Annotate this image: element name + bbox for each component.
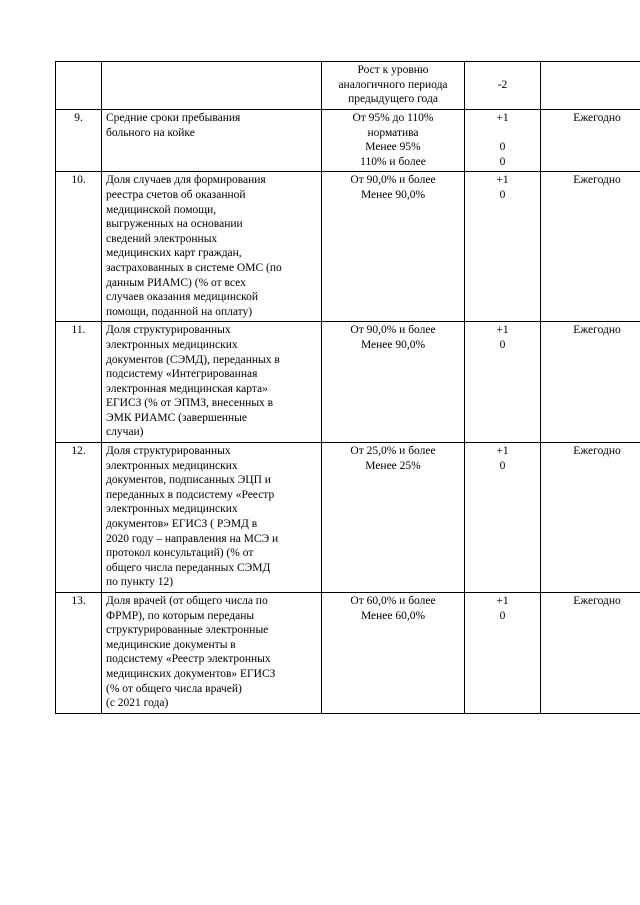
score-line: +1 — [496, 324, 509, 337]
period-cell: Ежегодно — [541, 593, 640, 714]
indicator-line: данным РИАМС) (% от всех — [106, 276, 246, 289]
indicator-line: подсистему «Реестр электронных — [106, 653, 271, 666]
indicator-line: (с 2021 года) — [106, 697, 169, 710]
score-line: 0 — [499, 188, 506, 201]
score-line: 0 — [499, 141, 506, 154]
criteria-line: От 90,0% и более — [350, 324, 436, 337]
indicator-line: протокол консультаций) (% от — [106, 547, 254, 560]
score-line: -2 — [497, 78, 508, 91]
indicator-line: документов» ЕГИСЗ ( РЭМД в — [106, 518, 258, 531]
indicator-line: Доля структурированных — [106, 324, 231, 337]
indicator-line: по пункту 12) — [106, 576, 174, 589]
score-line: 0 — [499, 155, 506, 168]
indicator-line: Доля структурированных — [106, 445, 231, 458]
indicator-line: случаи) — [106, 426, 144, 439]
criteria-line: От 95% до 110% — [352, 112, 434, 124]
indicator-line: случаев оказания медицинской — [106, 291, 258, 304]
indicator-line: выгруженных на основании — [106, 218, 243, 231]
indicator-line: медицинских карт граждан, — [106, 247, 242, 260]
row-number: 10. — [56, 172, 102, 322]
score-line: 0 — [499, 459, 506, 472]
criteria-cell — [322, 593, 465, 714]
indicator-name — [102, 62, 322, 110]
criteria-line: От 25,0% и более — [350, 445, 436, 458]
indicator-line: структурированные электронные — [106, 624, 269, 637]
indicator-line: ЭМК РИАМС (завершенные — [106, 411, 247, 424]
criteria-line: предыдущего года — [348, 93, 438, 106]
score-cell — [465, 593, 541, 714]
score-line: +1 — [496, 595, 509, 607]
indicator-line: Средние сроки пребывания — [106, 112, 241, 124]
indicator-name — [102, 172, 322, 322]
indicator-line: 2020 году – направления на МСЭ и — [106, 532, 279, 545]
criteria-cell — [322, 443, 465, 593]
score-cell — [465, 62, 541, 110]
score-line: +1 — [496, 445, 509, 458]
score-cell — [465, 443, 541, 593]
score-line: +1 — [496, 112, 509, 124]
table-row — [56, 322, 640, 443]
criteria-cell — [322, 172, 465, 322]
indicator-line: Доля врачей (от общего числа по — [106, 595, 268, 607]
indicator-line: медицинские документы в — [106, 638, 236, 651]
criteria-line: Менее 90,0% — [360, 338, 426, 351]
indicator-line: реестра счетов об оказанной — [106, 188, 246, 201]
indicator-name — [102, 443, 322, 593]
indicator-line: ЕГИСЗ (% от ЭПМЗ, внесенных в — [106, 397, 274, 410]
period-cell: Ежегодно — [541, 172, 640, 322]
criteria-line: норматива — [367, 126, 419, 139]
score-line — [469, 126, 536, 141]
score-line: 0 — [499, 609, 506, 622]
indicator-line: (% от общего числа врачей) — [106, 682, 242, 695]
criteria-line: От 90,0% и более — [350, 174, 436, 187]
period-cell — [541, 62, 640, 110]
indicator-line: документов, подписанных ЭЦП и — [106, 474, 271, 487]
indicator-line: ФРМР), по которым переданы — [106, 609, 255, 622]
indicator-name — [102, 110, 322, 172]
criteria-line: От 60,0% и более — [350, 595, 436, 607]
score-cell — [465, 322, 541, 443]
indicator-line: помощи, поданной на оплату) — [106, 305, 253, 318]
criteria-cell — [322, 110, 465, 172]
row-number: 13. — [56, 593, 102, 714]
indicator-name — [102, 593, 322, 714]
criteria-line: Менее 95% — [365, 141, 421, 154]
row-number: 11. — [56, 322, 102, 443]
indicator-line: Доля случаев для формирования — [106, 174, 266, 187]
score-line: +1 — [496, 174, 509, 187]
indicator-line: сведений электронных — [106, 232, 218, 245]
criteria-cell — [322, 62, 465, 110]
indicator-name — [102, 322, 322, 443]
criteria-cell — [322, 322, 465, 443]
indicator-line: электронных медицинских — [106, 338, 238, 351]
criteria-line: Менее 60,0% — [360, 609, 426, 622]
score-cell — [465, 110, 541, 172]
indicator-line: больного на койке — [106, 126, 195, 139]
indicator-line: электронных медицинских — [106, 503, 238, 516]
criteria-line: Рост к уровню — [357, 64, 429, 76]
score-line: 0 — [499, 338, 506, 351]
criteria-table — [55, 61, 640, 714]
table-row — [56, 110, 640, 172]
score-cell — [465, 172, 541, 322]
indicator-line: электронных медицинских — [106, 459, 238, 472]
period-cell: Ежегодно — [541, 322, 640, 443]
criteria-line: Менее 25% — [365, 459, 421, 472]
row-number — [56, 62, 102, 110]
indicator-line: подсистему «Интегрированная — [106, 368, 258, 381]
period-cell: Ежегодно — [541, 443, 640, 593]
indicator-line: переданных в подсистему «Реестр — [106, 488, 275, 501]
row-number: 9. — [56, 110, 102, 172]
indicator-line: застрахованных в системе ОМС (по — [106, 261, 282, 274]
table-row — [56, 593, 640, 714]
indicator-line: документов (СЭМД), переданных в — [106, 353, 280, 366]
criteria-line: Менее 90,0% — [360, 188, 426, 201]
indicator-line: электронная медицинская карта» — [106, 382, 268, 395]
indicator-line: медицинских документов» ЕГИСЗ — [106, 667, 276, 680]
table-row — [56, 443, 640, 593]
table-row — [56, 62, 640, 110]
criteria-line: 110% и более — [360, 155, 426, 168]
indicator-line: медицинской помощи, — [106, 203, 217, 216]
criteria-line: аналогичного периода — [338, 78, 448, 91]
period-cell: Ежегодно — [541, 110, 640, 172]
indicator-line: общего числа переданных СЭМД — [106, 561, 271, 574]
table-row — [56, 172, 640, 322]
row-number: 12. — [56, 443, 102, 593]
